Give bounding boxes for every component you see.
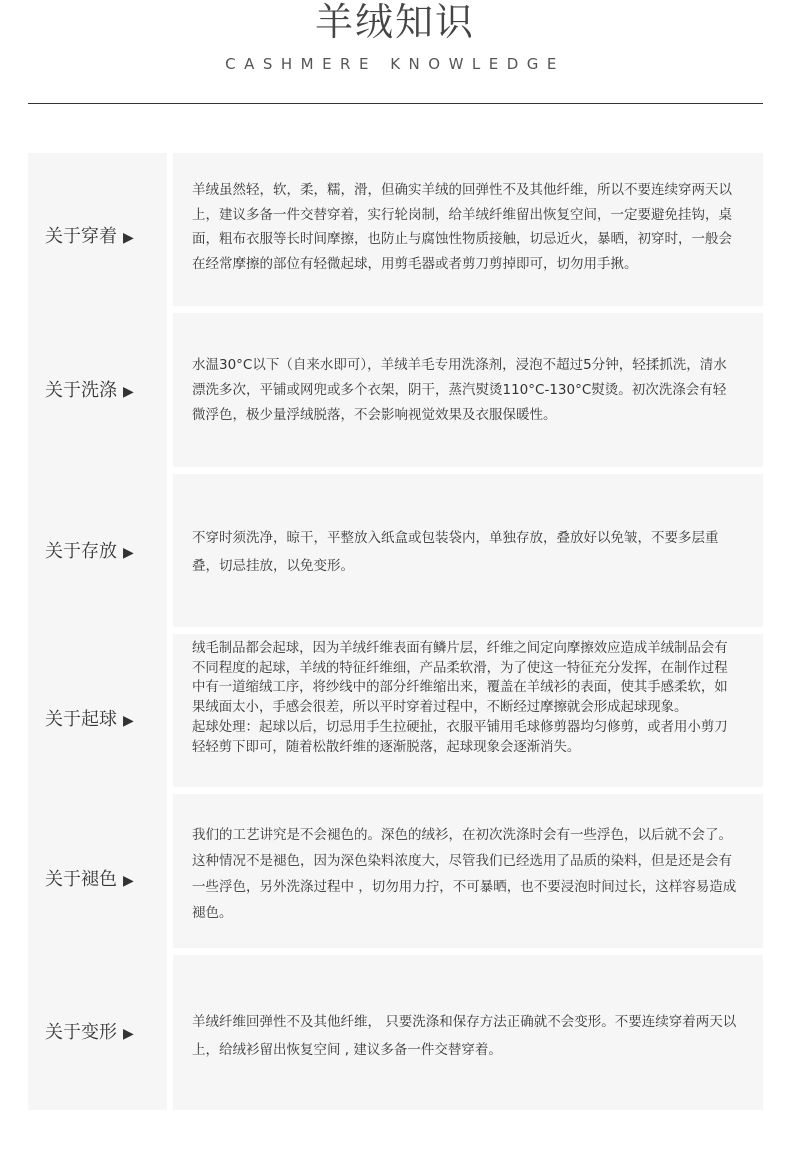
section-paragraph: 我们的工艺讲究是不会褪色的。深色的绒衫，在初次洗涤时会有一些浮色，以后就不会了。这种情况不是褪色，因为深色染料浓度大，尽管我们已经选用了品质的染料，但是还是会有一些浮色，另外洗涤过程中 ，切勿用力拧，不可暴晒，也不要浸泡时间过长，这样容易造成褪色。 <box>192 827 737 921</box>
section-label-wearing <box>45 222 134 252</box>
play-arrow-icon: ▶ <box>123 384 134 400</box>
section-label-pilling <box>45 705 134 735</box>
play-arrow-icon: ▶ <box>123 1026 134 1042</box>
section-paragraph: 绒毛制品都会起球，因为羊绒纤维表面有鳞片层，纤维之间定向摩擦效应造成羊绒制品会有不同程度的起球，羊绒的特征纤维细，产品柔软滑，为了使这一特征充分发挥，在制作过程中有一道缩绒工序，将纱线中的部分纤维缩出来，覆盖在羊绒衫的表面，使其手感柔软，如果绒面太小，手感会很差，所以平时穿着过程中，不断经过摩擦就会形成起球现象。 <box>192 641 728 716</box>
section-paragraph: 不穿时须洗净，晾干，平整放入纸盒或包装袋内，单独存放，叠放好以免皱，不要多层重叠，切忌挂放，以免变形。 <box>192 530 719 574</box>
section-panel-washing <box>173 313 763 467</box>
section-label-text: 关于洗涤 <box>45 380 117 401</box>
header-divider <box>28 103 763 104</box>
section-label-text: 关于穿着 <box>45 226 117 247</box>
section-label-washing <box>45 376 134 406</box>
section-panel-storage <box>173 474 763 627</box>
section-label-text: 关于存放 <box>45 541 117 562</box>
section-paragraph: 羊绒纤维回弹性不及其他纤维， 只要洗涤和保存方法正确就不会变形。不要连续穿着两天以上，给绒衫留出恢复空间 , 建议多备一件交替穿着。 <box>192 1014 737 1058</box>
section-panel-deformation <box>173 955 763 1110</box>
section-paragraph: 起球处理：起球以后，切忌用手生拉硬扯，衣服平铺用毛球修剪器均匀修剪，或者用小剪刀轻轻剪下即可，随着松散纤维的逐渐脱落，起球现象会逐渐消失。 <box>192 719 728 755</box>
section-label-text: 关于变形 <box>45 1022 117 1043</box>
section-panel-wearing <box>173 153 763 306</box>
play-arrow-icon: ▶ <box>123 545 134 561</box>
play-arrow-icon: ▶ <box>123 713 134 729</box>
section-label-text: 关于褪色 <box>45 869 117 890</box>
section-paragraph: 水温30°C以下（自来水即可），羊绒羊毛专用洗涤剂，浸泡不超过5分钟，轻揉抓洗，清水漂洗多次，平铺或网兜或多个衣架，阴干，蒸汽熨烫110°C-130°C熨烫。初次洗涤会有轻微浮色，极少量浮绒脱落，不会影响视觉效果及衣服保暖性。 <box>192 357 727 423</box>
section-panel-fading <box>173 794 763 948</box>
page-subtitle: CASHMERE KNOWLEDGE <box>225 55 565 73</box>
section-panel-pilling <box>173 634 763 787</box>
label-column <box>28 153 167 1110</box>
section-label-fading <box>45 865 134 895</box>
section-paragraph: 羊绒虽然轻，软，柔，糯，滑，但确实羊绒的回弹性不及其他纤维，所以不要连续穿两天以上，建议多备一件交替穿着，实行轮岗制，给羊绒纤维留出恢复空间，一定要避免挂钩，桌面，粗布衣服等长时间摩擦，也防止与腐蚀性物质接触，切忌近火，暴晒，初穿时，一般会在经常摩擦的部位有轻微起球，用剪毛器或者剪刀剪掉即可，切勿用手揪。 <box>192 182 732 272</box>
page-title: 羊绒知识 <box>314 0 475 44</box>
play-arrow-icon: ▶ <box>123 873 134 889</box>
section-label-storage <box>45 537 134 567</box>
section-label-text: 关于起球 <box>45 709 117 730</box>
section-label-deformation <box>45 1018 134 1048</box>
play-arrow-icon: ▶ <box>123 230 134 246</box>
